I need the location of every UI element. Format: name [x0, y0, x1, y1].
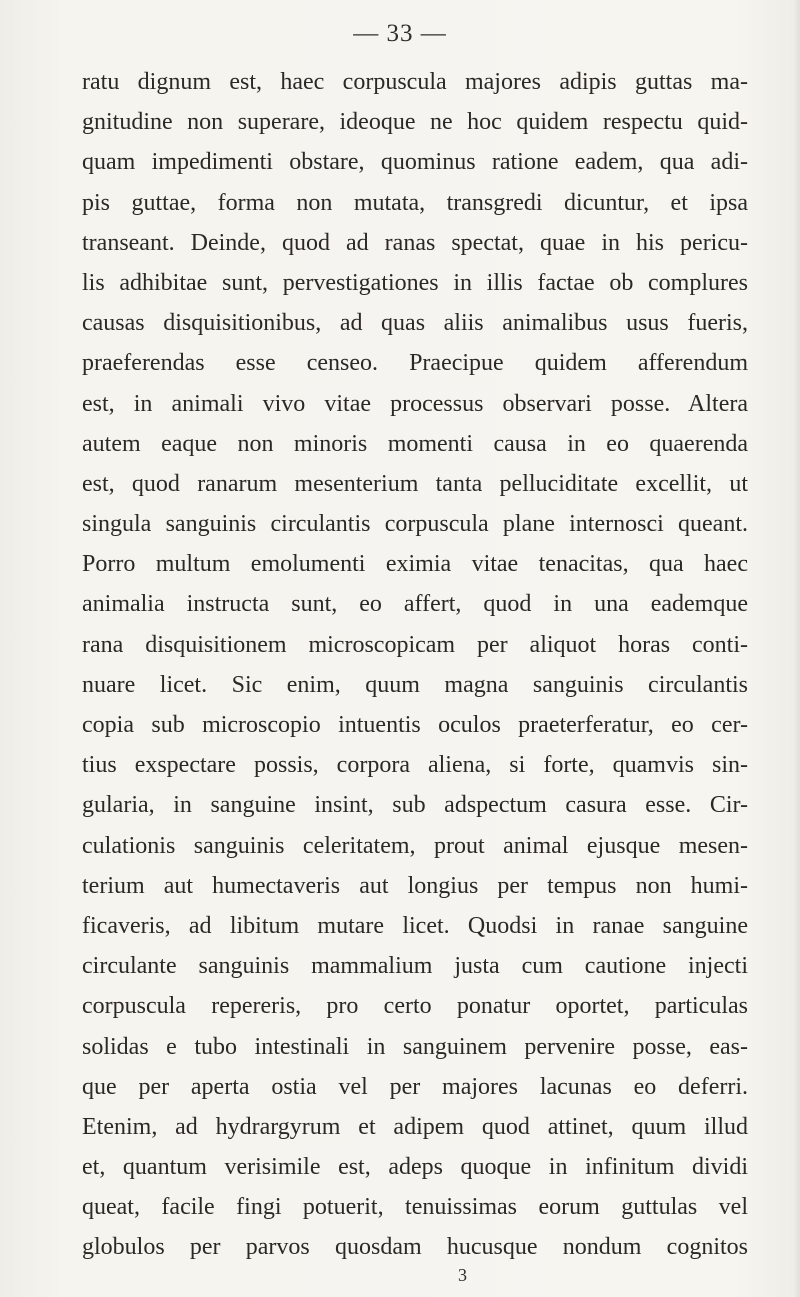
text-line: ficaveris, ad libitum mutare licet. Quodsi in ranae sanguine	[82, 912, 748, 939]
text-line: lis adhibitae sunt, pervestigationes in illis factae ob complures	[82, 269, 748, 296]
text-line: Etenim, ad hydrargyrum et adipem quod attinet, quum illud	[82, 1113, 748, 1140]
text-line: est, in animali vivo vitae processus observari posse. Altera	[82, 390, 748, 417]
text-line: Porro multum emolumenti eximia vitae tenacitas, qua haec	[82, 551, 748, 578]
text-line: autem eaque non minoris momenti causa in eo quaerenda	[82, 430, 748, 457]
text-line: quam impedimenti obstare, quominus ratione eadem, qua adi-	[82, 149, 748, 176]
text-line: gularia, in sanguine insint, sub adspectum casura esse. Cir-	[82, 792, 748, 819]
text-line: solidas e tubo intestinali in sanguinem pervenire posse, eas-	[82, 1033, 748, 1060]
text-line: pis guttae, forma non mutata, transgredi dicuntur, et ipsa	[82, 189, 748, 216]
text-line: copia sub microscopio intuentis oculos praeterferatur, eo cer-	[82, 712, 748, 738]
text-line: tius exspectare possis, corpora aliena, si forte, quamvis sin-	[82, 752, 748, 779]
page-edge-shadow	[794, 0, 800, 1297]
text-line: culationis sanguinis celeritatem, prout animal ejusque mesen-	[82, 832, 748, 859]
page-number-header: — 33 —	[353, 20, 447, 47]
text-line: circulante sanguinis mammalium justa cum cautione injecti	[82, 953, 748, 980]
text-line: gnitudine non superare, ideoque ne hoc quidem respectu quid-	[82, 109, 748, 136]
text-line: globulos per parvos quosdam hucusque nondum cognitos	[82, 1234, 748, 1261]
text-line: causas disquisitionibus, ad quas aliis animalibus usus fueris,	[82, 310, 748, 337]
signature-mark: 3	[458, 1265, 467, 1285]
text-line: ratu dignum est, haec corpuscula majores adipis guttas ma-	[82, 69, 748, 95]
text-line: rana disquisitionem microscopicam per aliquot horas conti-	[82, 631, 748, 658]
text-line: queat, facile fingi potuerit, tenuissimas eorum guttulas vel	[82, 1194, 748, 1221]
text-line: est, quod ranarum mesenterium tanta pelluciditate excellit, ut	[82, 470, 748, 497]
text-line: terium aut humectaveris aut longius per tempus non humi-	[82, 872, 748, 899]
text-line: animalia instructa sunt, eo affert, quod in una eademque	[82, 591, 748, 618]
text-line: transeant. Deinde, quod ad ranas spectat, quae in his pericu-	[82, 229, 748, 256]
text-line: et, quantum verisimile est, adeps quoque in infinitum dividi	[82, 1154, 748, 1181]
text-line: nuare licet. Sic enim, quum magna sanguinis circulantis	[82, 671, 748, 698]
text-line: singula sanguinis circulantis corpuscula plane internosci queant.	[82, 511, 748, 538]
text-line: praeferendas esse censeo. Praecipue quidem afferendum	[82, 350, 748, 377]
text-line: que per aperta ostia vel per majores lacunas eo deferri.	[82, 1073, 748, 1100]
body-text	[82, 62, 748, 1268]
text-line: corpuscula repereris, pro certo ponatur oportet, particulas	[82, 993, 748, 1020]
